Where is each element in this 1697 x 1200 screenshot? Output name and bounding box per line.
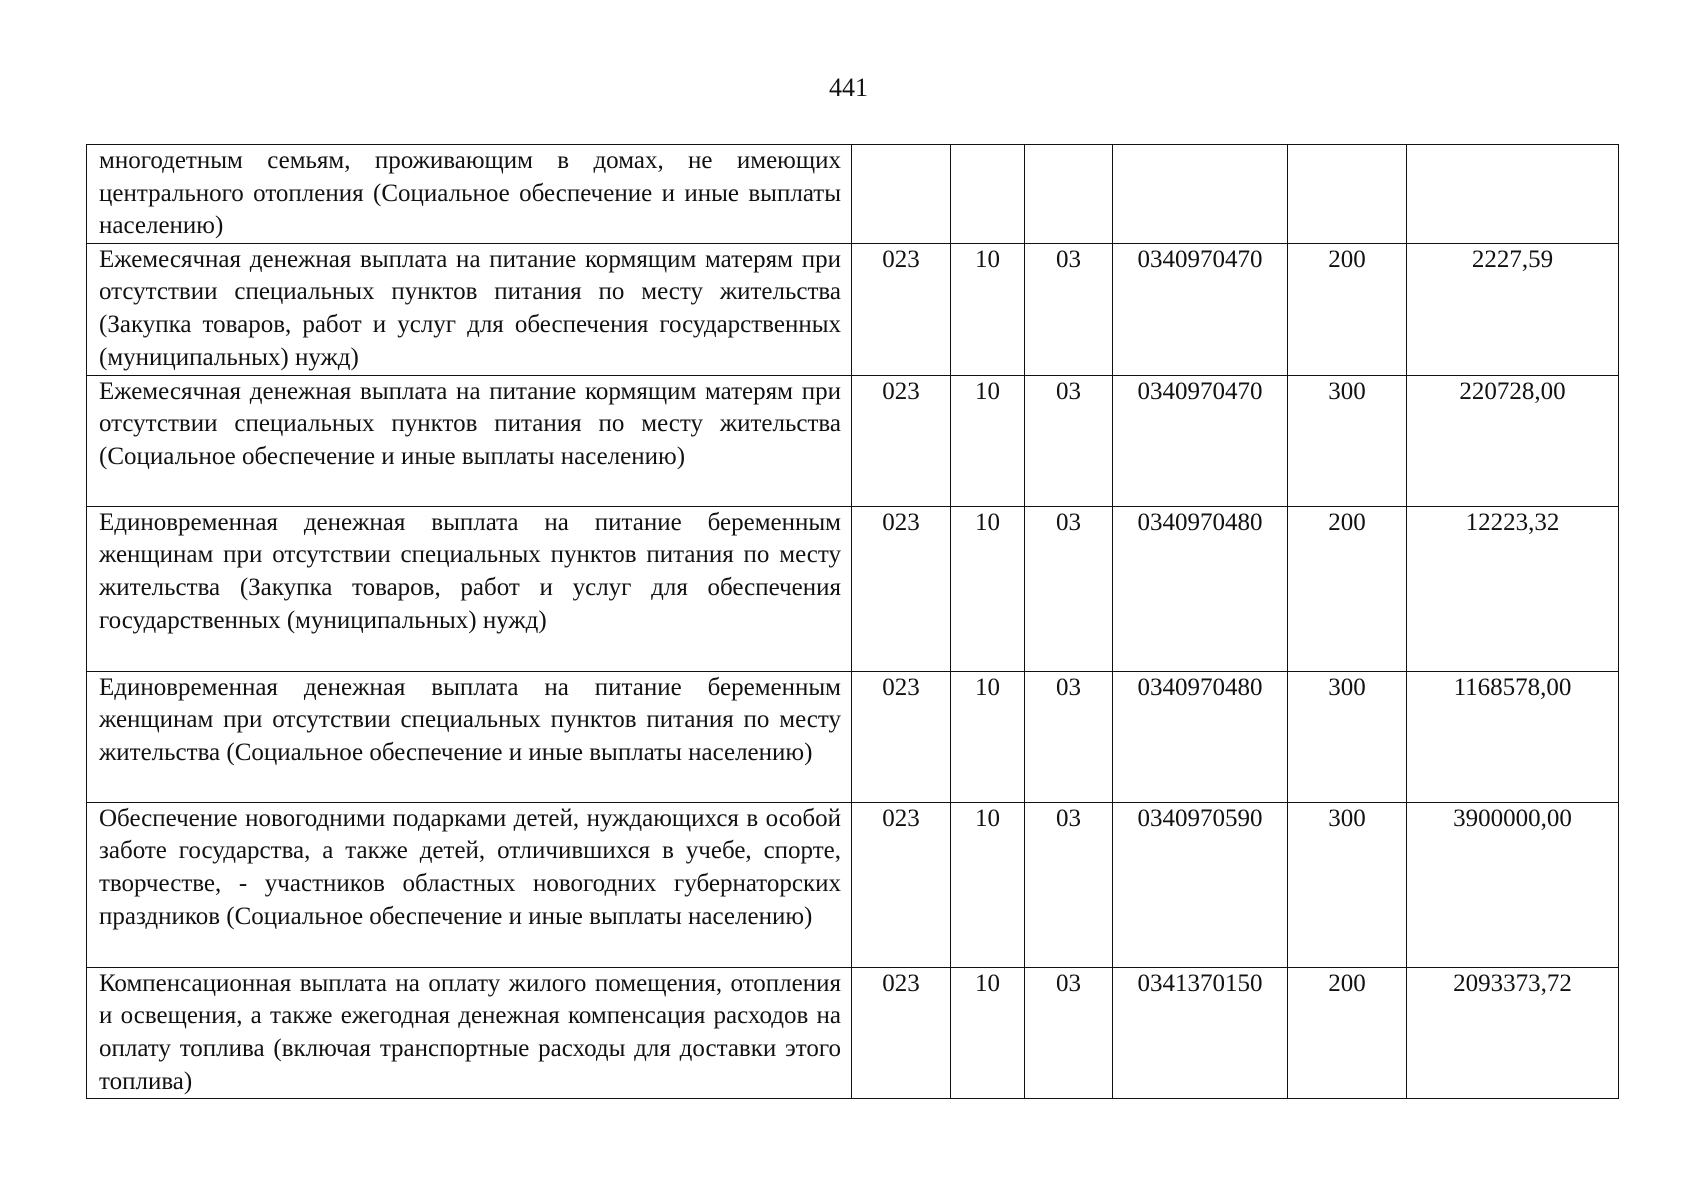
subsection-code <box>1025 145 1113 244</box>
target-article-code: 0340970470 <box>1113 243 1288 375</box>
grbs-code: 023 <box>852 243 951 375</box>
amount: 1168578,00 <box>1407 671 1619 802</box>
grbs-code: 023 <box>852 802 951 967</box>
expense-type-code: 300 <box>1288 802 1407 967</box>
grbs-code: 023 <box>852 967 951 1098</box>
table-row <box>87 145 1619 244</box>
section-code: 10 <box>951 506 1025 671</box>
target-article-code: 0341370150 <box>1113 967 1288 1098</box>
table-row <box>87 802 1619 967</box>
subsection-code: 03 <box>1025 506 1113 671</box>
row-description: Единовременная денежная выплата на питание беременным женщинам при отсутствии специальных пунктов питания по месту жительства (Социальное обеспечение и иные выплаты населению) <box>87 671 852 802</box>
row-description: многодетным семьям, проживающим в домах, не имеющих центрального отопления (Социальное обеспечение и иные выплаты населению) <box>87 145 852 244</box>
expense-type-code: 200 <box>1288 967 1407 1098</box>
table-row <box>87 671 1619 802</box>
subsection-code: 03 <box>1025 671 1113 802</box>
subsection-code: 03 <box>1025 967 1113 1098</box>
target-article-code <box>1113 145 1288 244</box>
expense-type-code: 300 <box>1288 375 1407 506</box>
section-code: 10 <box>951 243 1025 375</box>
section-code: 10 <box>951 967 1025 1098</box>
target-article-code: 0340970470 <box>1113 375 1288 506</box>
target-article-code: 0340970480 <box>1113 671 1288 802</box>
amount: 12223,32 <box>1407 506 1619 671</box>
row-description: Единовременная денежная выплата на питание беременным женщинам при отсутствии специальных пунктов питания по месту жительства (Закупка товаров, работ и услуг для обеспечения государственных (муниципальных) нужд) <box>87 506 852 671</box>
grbs-code: 023 <box>852 506 951 671</box>
subsection-code: 03 <box>1025 802 1113 967</box>
section-code: 10 <box>951 375 1025 506</box>
table-row <box>87 243 1619 375</box>
budget-table <box>86 144 1619 1099</box>
subsection-code: 03 <box>1025 375 1113 506</box>
grbs-code: 023 <box>852 671 951 802</box>
expense-type-code <box>1288 145 1407 244</box>
section-code: 10 <box>951 671 1025 802</box>
target-article-code: 0340970590 <box>1113 802 1288 967</box>
row-description: Ежемесячная денежная выплата на питание кормящим матерям при отсутствии специальных пунктов питания по месту жительства (Социальное обеспечение и иные выплаты населению) <box>87 375 852 506</box>
row-description: Ежемесячная денежная выплата на питание кормящим матерям при отсутствии специальных пунктов питания по месту жительства (Закупка товаров, работ и услуг для обеспечения государственных (муниципальных) нужд) <box>87 243 852 375</box>
page-number: 441 <box>829 73 868 102</box>
section-code <box>951 145 1025 244</box>
amount: 220728,00 <box>1407 375 1619 506</box>
expense-type-code: 200 <box>1288 506 1407 671</box>
amount: 2227,59 <box>1407 243 1619 375</box>
subsection-code: 03 <box>1025 243 1113 375</box>
grbs-code: 023 <box>852 375 951 506</box>
expense-type-code: 200 <box>1288 243 1407 375</box>
amount: 3900000,00 <box>1407 802 1619 967</box>
target-article-code: 0340970480 <box>1113 506 1288 671</box>
table-row <box>87 967 1619 1098</box>
expense-type-code: 300 <box>1288 671 1407 802</box>
grbs-code <box>852 145 951 244</box>
section-code: 10 <box>951 802 1025 967</box>
table-row <box>87 375 1619 506</box>
amount: 2093373,72 <box>1407 967 1619 1098</box>
row-description: Компенсационная выплата на оплату жилого помещения, отопления и освещения, а также ежегодная денежная компенсация расходов на оплату топлива (включая транспортные расходы для доставки этого топлива) <box>87 967 852 1098</box>
row-description: Обеспечение новогодними подарками детей, нуждающихся в особой заботе государства, а также детей, отличившихся в учебе, спорте, творчестве, - участников областных новогодних губернаторских праздников (Социальное обеспечение и иные выплаты населению) <box>87 802 852 967</box>
amount <box>1407 145 1619 244</box>
table-row <box>87 506 1619 671</box>
